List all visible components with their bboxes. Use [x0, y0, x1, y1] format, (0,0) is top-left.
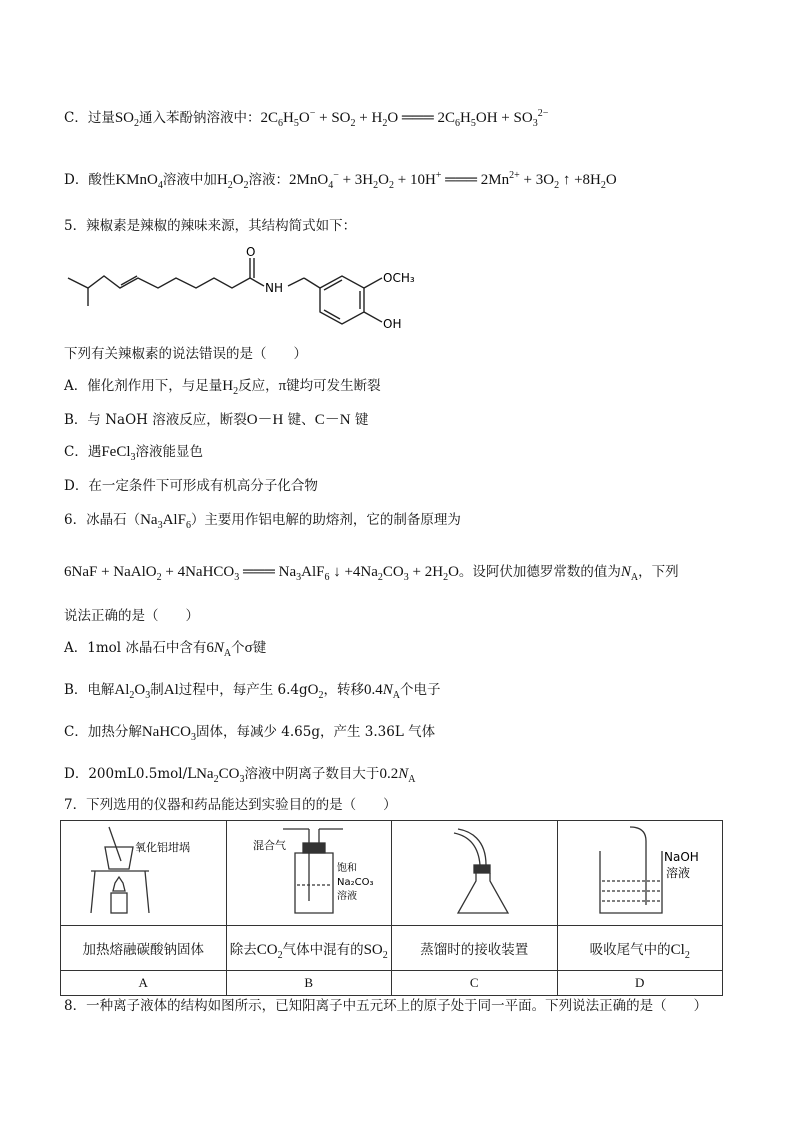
crucible-label: 氧化铝坩埚: [135, 841, 191, 854]
option-letter-d: D: [557, 971, 723, 996]
caption-c: 蒸馏时的接收装置: [392, 926, 558, 971]
caption-a: 加热熔融碳酸钠固体: [61, 926, 227, 971]
crucible-heating-figure: [73, 821, 213, 921]
q6-stem-2: 说法正确的是（ ）: [64, 608, 199, 624]
option-letter-c: C: [392, 971, 558, 996]
struct-o-label: O: [246, 246, 256, 259]
q4-option-d: D．酸性KMnO$_4$溶液中加$H_2O_2$溶液：$2MnO_4^- + 3H_2O_2 + 10H^+$ ═══ $2Mn^{2+} + 3O_2$ ↑ $+8H_2O$: [64, 170, 617, 191]
naoh-solution-label: 溶液: [665, 866, 690, 880]
q4-option-c: C．过量$SO_2$通入苯酚钠溶液中：$2C_6H_5O^- + SO_2 + H_2O$ ═══ $2C_6H_5OH + SO_3^{2-}$: [64, 108, 549, 129]
solution-label: 溶液: [336, 891, 357, 902]
option-letter-a: A: [61, 971, 227, 996]
q6-stem: 6．冰晶石$(Na_3AlF_6)$主要用作铝电解的助熔剂，它的制备原理为: [64, 512, 461, 531]
q8-stem: 8．一种离子液体的结构如图所示，已知阳离子中五元环上的原子处于同一平面。下列说法正确的是（ ）: [64, 998, 708, 1014]
apparatus-c-cell: [392, 821, 558, 926]
mixed-gas-label: 混合气: [252, 839, 286, 852]
apparatus-a-cell: [61, 821, 227, 926]
apparatus-d-cell: [557, 821, 723, 926]
q7-apparatus-table: [60, 820, 723, 996]
q5-stem: 5．辣椒素是辣椒的辣味来源，其结构简式如下：: [64, 218, 357, 234]
naoh-label: NaOH: [663, 850, 699, 864]
q6-option-d: D．$200mL0.5mol/LNa_2CO_3$溶液中阴离子数目大于$0.2N_A$: [64, 766, 416, 785]
caption-b: 除去$CO_2$气体中混有的$SO_2$: [226, 926, 392, 971]
q5-option-b: B．与 NaOH 溶液反应，断裂O－H 键、C－N 键: [64, 412, 369, 428]
gas-washing-bottle-figure: [239, 821, 379, 921]
receiving-flask-figure: [404, 821, 544, 921]
saturated-label: 饱和: [336, 863, 357, 874]
option-letter-b: B: [226, 971, 392, 996]
struct-oh-label: OH: [383, 317, 402, 331]
q6-option-a: A．1mol 冰晶石中含有$6N_A$个σ键: [64, 640, 267, 659]
q7-stem: 7．下列选用的仪器和药品能达到实验目的的是（ ）: [64, 797, 397, 813]
q5-question: 下列有关辣椒素的说法错误的是（ ）: [64, 346, 307, 362]
apparatus-b-cell: [226, 821, 392, 926]
q5-option-a: A．催化剂作用下，与足量$H_2$反应，π键均可发生断裂: [64, 378, 381, 397]
q5-option-d: D．在一定条件下可形成有机高分子化合物: [64, 478, 318, 494]
struct-och3-label: OCH₃: [383, 271, 415, 285]
struct-nh-label: NH: [265, 281, 283, 295]
q6-equation: 6NaF + NaAlO$_2$ + 4NaHCO$_3$ ═══ $Na_3AlF_6$ ↓ $+4Na_2CO_3 + 2H_2O$。设阿伏加德罗常数的值为$N_A$，下列: [64, 564, 679, 583]
q6-option-b: B．电解$Al_2O_3$制Al过程中，每产生 $6.4gO_2$，转移$0.4N_A$个电子: [64, 682, 441, 701]
caption-d: 吸收尾气中的$Cl_2$: [557, 926, 723, 971]
gas-absorption-figure: [570, 821, 710, 921]
q6-option-c: C．加热分解NaHCO$_3$固体，每减少 4.65g，产生 3.36L 气体: [64, 724, 436, 743]
capsaicin-structure: [60, 246, 430, 338]
q5-option-c: C．遇FeCl$_3$溶液能显色: [64, 444, 204, 463]
na2co3-label: Na₂CO₃: [336, 877, 374, 888]
